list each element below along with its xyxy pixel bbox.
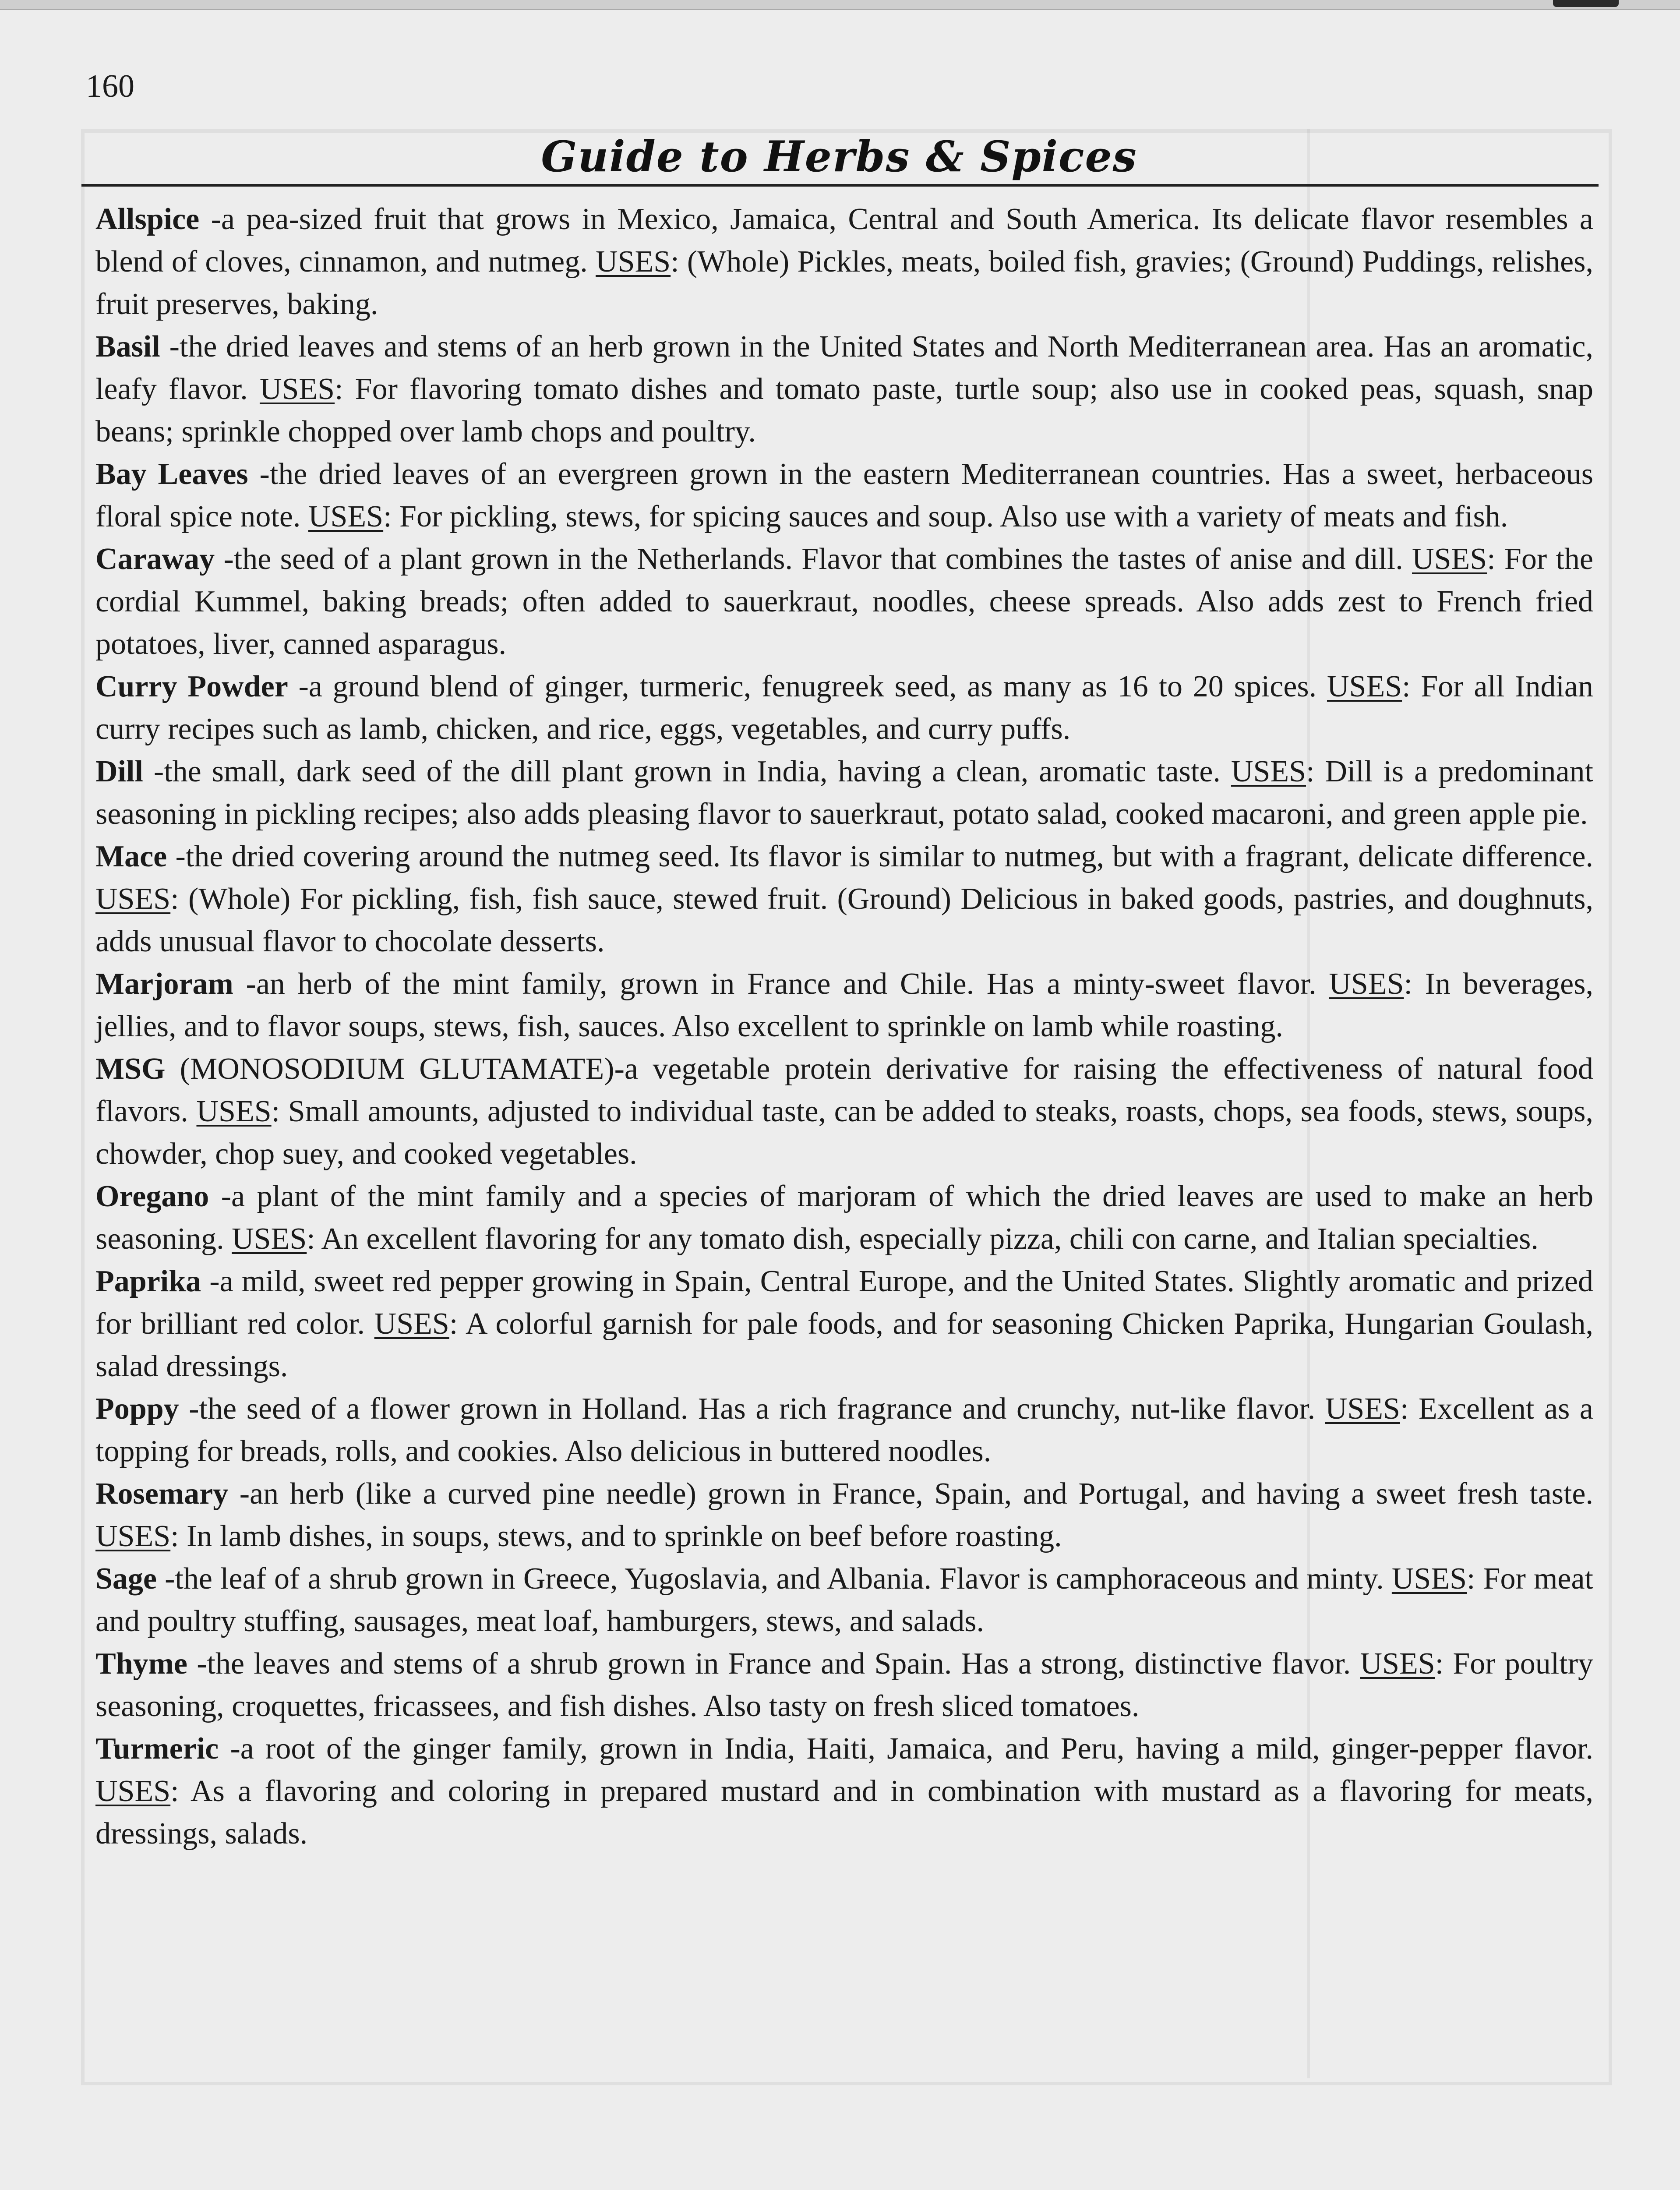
glossary-entry-basil <box>95 325 1593 453</box>
entry-definition: -a mild, sweet red pepper growing in Spain, Central Europe, and the United States. Slightly aromatic and prized for brilliant red color. <box>95 1265 1593 1341</box>
entry-uses: : For poultry seasoning, croquettes, fricassees, and fish dishes. Also tasty on fresh sliced tomatoes. <box>95 1647 1593 1723</box>
uses-label: USES <box>95 1774 171 1808</box>
entry-uses: : An excellent flavoring for any tomato dish, especially pizza, chili con carne, and Italian specialties. <box>307 1222 1539 1256</box>
uses-label: USES <box>374 1307 449 1341</box>
entry-uses: : In lamb dishes, in soups, stews, and to sprinkle on beef before roasting. <box>170 1519 1062 1553</box>
entry-uses: : For pickling, stews, for spicing sauces and soup. Also use with a variety of meats and fish. <box>383 500 1508 533</box>
uses-label: USES <box>232 1222 307 1256</box>
entry-uses: : (Whole) For pickling, fish, fish sauce, stewed fruit. (Ground) Delicious in baked goods, pastries, and doughnuts, adds unusual flavor to chocolate desserts. <box>95 882 1593 958</box>
entry-term: Poppy <box>95 1392 179 1426</box>
glossary-entry-thyme <box>95 1642 1593 1727</box>
uses-label: USES <box>1360 1647 1435 1681</box>
entry-definition: -the seed of a flower grown in Holland. Has a rich fragrance and crunchy, nut-like flavor. <box>179 1392 1325 1426</box>
entry-definition: (MONOSODIUM GLUTAMATE)-a vegetable protein derivative for raising the effectiveness of natural food flavors. <box>95 1052 1593 1128</box>
entry-term: Caraway <box>95 542 215 576</box>
entry-uses: : For meat and poultry stuffing, sausages, meat loaf, hamburgers, stews, and salads. <box>95 1562 1593 1638</box>
entry-definition: -a ground blend of ginger, turmeric, fenugreek seed, as many as 16 to 20 spices. <box>288 670 1327 703</box>
glossary-entry-sage <box>95 1558 1593 1642</box>
glossary-entry-dill <box>95 750 1593 835</box>
entry-uses: : Excellent as a topping for breads, rolls, and cookies. Also delicious in buttered noodles. <box>95 1392 1593 1468</box>
entry-term: Curry Powder <box>95 670 288 703</box>
entry-term: MSG <box>95 1052 166 1086</box>
uses-label: USES <box>308 500 384 533</box>
uses-label: USES <box>95 882 171 916</box>
entry-term: Dill <box>95 755 143 788</box>
entry-term: Bay Leaves <box>95 457 248 491</box>
entry-uses: : As a flavoring and coloring in prepared mustard and in combination with mustard as a flavoring for meats, dressings, salads. <box>95 1774 1593 1851</box>
glossary-entry-marjoram <box>95 963 1593 1048</box>
glossary-entry-msg <box>95 1048 1593 1175</box>
scan-top-edge <box>0 0 1680 10</box>
entry-definition: -the dried leaves and stems of an herb grown in the United States and North Mediterranean area. Has an aromatic, leafy flavor. <box>95 330 1593 406</box>
uses-label: USES <box>1325 1392 1400 1426</box>
entry-term: Allspice <box>95 202 200 236</box>
entry-term: Turmeric <box>95 1732 219 1766</box>
entry-term: Sage <box>95 1562 157 1596</box>
entry-uses: : For flavoring tomato dishes and tomato paste, turtle soup; also use in cooked peas, squash, snap beans; sprinkle chopped over lamb chops and poultry. <box>95 372 1593 449</box>
uses-label: USES <box>196 1095 272 1128</box>
entry-uses: : (Whole) Pickles, meats, boiled fish, gravies; (Ground) Puddings, relishes, fruit preserves, baking. <box>95 245 1593 321</box>
entry-term: Marjoram <box>95 967 233 1001</box>
entry-definition: -a pea-sized fruit that grows in Mexico, Jamaica, Central and South America. Its delicate flavor resembles a blend of cloves, cinnamon, and nutmeg. <box>95 202 1593 279</box>
entry-definition: -the small, dark seed of the dill plant grown in India, having a clean, aromatic taste. <box>143 755 1231 788</box>
entry-uses: : For the cordial Kummel, baking breads; often added to sauerkraut, noodles, cheese spreads. Also adds zest to French fried potatoes, liver, canned asparagus. <box>95 542 1593 661</box>
entry-uses: : For all Indian curry recipes such as lamb, chicken, and rice, eggs, vegetables, and curry puffs. <box>95 670 1593 746</box>
entry-term: Oregano <box>95 1180 209 1213</box>
uses-label: USES <box>1329 967 1404 1001</box>
uses-label: USES <box>1231 755 1306 788</box>
page-number: 160 <box>86 68 134 104</box>
entry-definition: -an herb (like a curved pine needle) grown in France, Spain, and Portugal, and having a sweet fresh taste. <box>228 1477 1593 1511</box>
entry-term: Rosemary <box>95 1477 229 1511</box>
scan-edge-mark <box>1553 0 1619 7</box>
uses-label: USES <box>1412 542 1487 576</box>
entry-uses: : Small amounts, adjusted to individual taste, can be added to steaks, roasts, chops, sea foods, stews, soups, chowder, chop suey, and cooked vegetables. <box>95 1095 1593 1171</box>
entry-definition: -an herb of the mint family, grown in France and Chile. Has a minty-sweet flavor. <box>233 967 1329 1001</box>
entry-definition: -the leaf of a shrub grown in Greece, Yugoslavia, and Albania. Flavor is camphoraceous and minty. <box>157 1562 1392 1596</box>
entry-definition: -the dried leaves of an evergreen grown in the eastern Mediterranean countries. Has a sweet, herbaceous floral spice note. <box>95 457 1594 533</box>
entry-definition: -the dried covering around the nutmeg seed. Its flavor is similar to nutmeg, but with a fragrant, delicate difference. <box>167 840 1593 873</box>
entry-definition: -the leaves and stems of a shrub grown in France and Spain. Has a strong, distinctive flavor. <box>187 1647 1360 1681</box>
entry-term: Thyme <box>95 1647 187 1681</box>
entry-definition: -the seed of a plant grown in the Netherlands. Flavor that combines the tastes of anise and dill. <box>215 542 1412 576</box>
glossary-entry-rosemary <box>95 1473 1593 1558</box>
glossary-entry-bay-leaves <box>95 453 1593 538</box>
entry-uses: : In beverages, jellies, and to flavor soups, stews, fish, sauces. Also excellent to sprinkle on lamb while roasting. <box>95 967 1593 1043</box>
uses-label: USES <box>1327 670 1402 703</box>
uses-label: USES <box>259 372 335 406</box>
page-title: Guide to Herbs & Spices <box>541 132 1137 181</box>
uses-label: USES <box>596 245 671 279</box>
title-underline <box>81 184 1599 187</box>
glossary-entry-caraway <box>95 538 1593 665</box>
glossary-entry-poppy <box>95 1388 1593 1473</box>
entry-term: Mace <box>95 840 167 873</box>
glossary-list <box>95 198 1593 1855</box>
entry-term: Basil <box>95 330 160 364</box>
glossary-entry-turmeric <box>95 1727 1593 1855</box>
entry-definition: -a root of the ginger family, grown in India, Haiti, Jamaica, and Peru, having a mild, ginger-pepper flavor. <box>219 1732 1593 1766</box>
glossary-entry-paprika <box>95 1260 1593 1388</box>
uses-label: USES <box>95 1519 171 1553</box>
glossary-entry-allspice <box>95 198 1593 325</box>
glossary-entry-curry-powder <box>95 665 1593 750</box>
glossary-entry-mace <box>95 835 1593 963</box>
glossary-entry-oregano <box>95 1175 1593 1260</box>
entry-term: Paprika <box>95 1265 201 1298</box>
entry-definition: -a plant of the mint family and a species of marjoram of which the dried leaves are used to make an herb seasoning. <box>95 1180 1593 1256</box>
entry-uses: : A colorful garnish for pale foods, and for seasoning Chicken Paprika, Hungarian Goulash, salad dressings. <box>95 1307 1593 1383</box>
entry-uses: : Dill is a predominant seasoning in pickling recipes; also adds pleasing flavor to sauerkraut, potato salad, cooked macaroni, and green apple pie. <box>95 755 1593 831</box>
uses-label: USES <box>1391 1562 1467 1596</box>
